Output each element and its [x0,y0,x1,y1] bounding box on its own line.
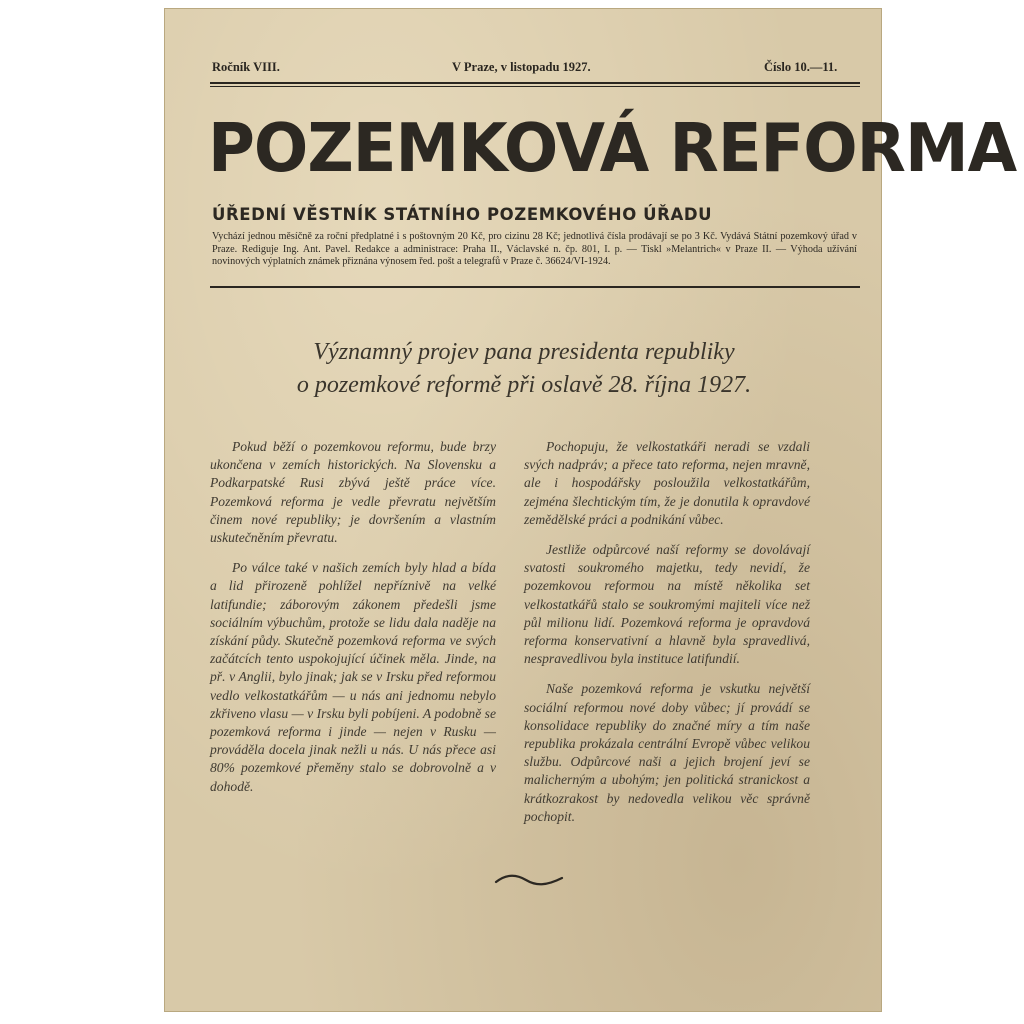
newspaper-page [164,8,1017,1012]
masthead-rule-top-thin [210,86,860,87]
paragraph: Pokud běží o pozemkovou reformu, bude brzy ukončena v zemích historických. Na Slovensku a Podkarpatské Rusi zbývá ještě práce více. Pozemková reforma je vedle převratu největším činem nové republiky; je dovršením a vlastním uskutečněním převratu. [210,439,496,546]
article-column-left [210,438,496,858]
newspaper-title: POZEMKOVÁ REFORMA [208,110,1017,188]
paragraph: Naše pozemková reforma je vskutku největší sociální reformou nové doby vůbec; jí provádí se konsolidace republiky do značné míry a tím naše republika prokázala centrální Evropě vůbec velikou službu. Odpůrcové naši a jejich brojení jeví se malicherným a ubohým; jen politická stranickost a krátkozrakost by nedovedla velikou věc správně pochopit. [524,681,810,824]
issue-label: Číslo 10.—11. [764,60,838,74]
masthead-rule-bottom [210,286,860,288]
headline-line-1: Významný projev pana presidenta republiky [313,339,735,365]
newspaper-subtitle: ÚŘEDNÍ VĚSTNÍK STÁTNÍHO POZEMKOVÉHO ÚŘADU [212,205,713,224]
paragraph: Pochopuju, že velkostatkáři neradi se vzdali svých nadpráv; a přece tato reforma, nejen mravně, ale i hospodářsky posloužila velkostatkářům, zejména šlechtickým tím, že je donutila k opravdové zemědělské práci a podnikání vůbec. [524,439,810,527]
paragraph: Po válce také v našich zemích byly hlad a bída a lid přirozeně pohlížel nepříznivě na velké latifundie; záborovým zákonem předešli jsme sociálním výbuchům, protože se lidu dala naděje na získání půdy. Skutečně pozemková reforma ve svých začátcích tento uspokojující účinek měla. Jinde, na př. v Anglii, bylo jinak; jak se v Irsku před reformou vedlo velkostatkářům — u nás ani jednomu nebylo zkřiveno vlasu — v Irsku byli pobíjeni. A podobně se pozemková reforma i jinde — nejen v Rusku — prováděla docela jinak nežli u nás. U nás přece asi 80% pozemkové přeměny stalo se dobrovolně a v dohodě. [210,560,496,794]
masthead-rule-top [210,82,860,84]
volume-label: Ročník VIII. [212,60,280,74]
masthead-top-line [212,60,840,78]
paragraph: Jestliže odpůrcové naší reformy se dovolávají svatosti soukromého majetku, tedy nevidí, že pozemkovou reformou na místě několika set velkostatkářů stalo se soukromými majiteli více než půl milionu lidí. Pozemková reforma je opravdová reforma konservativní a hlavně byla spravedlivá, nespravedlivou byla instituce latifundií. [524,542,810,667]
place-date-label: V Praze, v listopadu 1927. [452,60,591,74]
article-headline [224,336,824,416]
headline-line-2: o pozemkové reformě při oslavě 28. října 1927. [296,372,752,398]
article-column-right [524,438,810,858]
ornament-flourish-icon [494,870,564,890]
publication-info: Vychází jednou měsíčně za roční předplatné i s poštovným 20 Kč, pro cizinu 28 Kč; jednotlivá čísla prodávají se po 3 Kč. Vydává Státní pozemkový úřad v Praze. Rediguje Ing. Ant. Pavel. Redakce a administrace: Praha II., Václavské n. čp. 801, I. p. — Tiskl »Melantrich« v Praze II. — Výhoda užívání novinových výplatních známek přiznána výnosem řed. pošt a telegrafů v Praze č. 36624/VI-1924. [212,231,857,267]
